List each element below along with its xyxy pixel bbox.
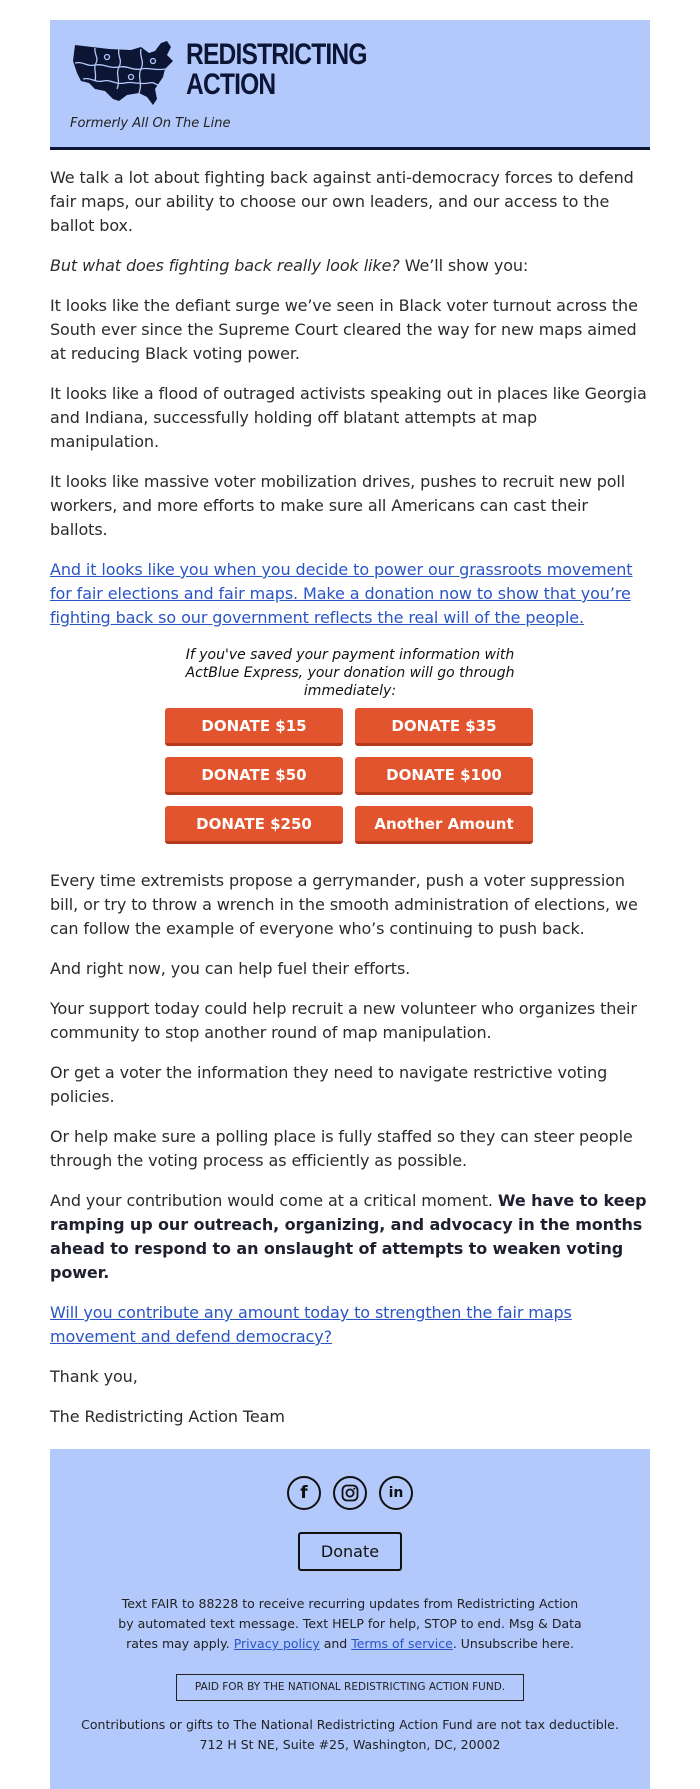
paid-for-box: PAID FOR BY THE NATIONAL REDISTRICTING ACTION FUND. — [176, 1674, 524, 1701]
header-banner — [50, 20, 650, 150]
donate-250-button[interactable]: DONATE $250 — [165, 806, 343, 844]
brand-line-2: ACTION — [186, 68, 276, 101]
footer-donate-button[interactable]: Donate — [298, 1532, 402, 1571]
paragraph-volunteer: Your support today could help recruit a new volunteer who organizes their community to stop another round of map manipulation. — [50, 999, 637, 1042]
tagline: Formerly All On The Line — [70, 116, 231, 131]
instagram-icon[interactable] — [333, 1476, 367, 1510]
donate-cta-link[interactable]: And it looks like you when you decide to power our grassroots movement for fair elections and fair maps. Make a donation now to show that you’re fighting back so our government reflects the real will of the people. — [50, 560, 633, 627]
paragraph-donate-link — [50, 558, 650, 630]
sms-disclosure: Text FAIR to 88228 to receive recurring updates from Redistricting Action by automated text message. Text HELP for help, STOP to end. Msg & Data rates may apply. Privacy policy and Terms of service. Unsubscribe here. — [118, 1596, 582, 1651]
thanks-text: Thank you, — [50, 1367, 138, 1386]
question-rest: We’ll show you: — [399, 256, 529, 275]
question-italic: But what does fighting back really look like? — [50, 256, 400, 275]
paragraph-mobilization: It looks like massive voter mobilization drives, pushes to recruit new poll workers, and more efforts to make sure all Americans can cast their ballots. — [50, 472, 626, 539]
privacy-policy-link[interactable]: Privacy policy — [233, 1636, 320, 1651]
email-container — [50, 20, 650, 1789]
paragraph-fuel: And right now, you can help fuel their efforts. — [50, 959, 411, 978]
terms-of-service-link[interactable]: Terms of service — [351, 1636, 453, 1651]
sms-text: Text FAIR to 88228 to receive recurring updates from Redistricting Action by automated text message. Text HELP for help, STOP to end. Msg & Data rates may apply. — [118, 1596, 582, 1651]
critical-bold: We have to keep ramping up our outreach, organizing, and advocacy in the months ahead to respond to an onslaught of attempts to weaken voting power. — [50, 1191, 647, 1282]
unsubscribe-text: . Unsubscribe here. — [452, 1636, 574, 1651]
footer — [50, 1449, 650, 1789]
donate-other-amount-button[interactable]: Another Amount — [355, 806, 533, 844]
paragraph-extremists: Every time extremists propose a gerrymander, push a voter suppression bill, or try to throw a wrench in the smooth administration of elections, we can follow the example of everyone who’s continuing to push back. — [50, 871, 638, 938]
donate-15-button[interactable]: DONATE $15 — [165, 708, 343, 746]
social-links — [50, 1476, 650, 1510]
paragraph-question — [50, 254, 650, 278]
donate-35-button[interactable]: DONATE $35 — [355, 708, 533, 746]
linkedin-icon[interactable]: in — [379, 1476, 413, 1510]
paragraph-polling-place: Or help make sure a polling place is fully staffed so they can steer people through the voting process as efficiently as possible. — [50, 1127, 633, 1170]
tax-disclaimer — [50, 1715, 650, 1755]
us-map-puzzle-icon — [69, 39, 177, 107]
donation-buttons — [165, 708, 535, 844]
brand-line-1: REDISTRICTING — [186, 38, 367, 71]
mailing-address: 712 H St NE, Suite #25, Washington, DC, 20002 — [199, 1737, 501, 1752]
paragraph-voter-turnout: It looks like the defiant surge we’ve seen in Black voter turnout across the South ever since the Supreme Court cleared the way for new maps aimed at reducing Black voting power. — [50, 296, 638, 363]
donate-50-button[interactable]: DONATE $50 — [165, 757, 343, 795]
contribute-cta-link[interactable]: Will you contribute any amount today to strengthen the fair maps movement and defend democracy? — [50, 1303, 572, 1346]
facebook-icon[interactable]: f — [287, 1476, 321, 1510]
paragraph-voter-info: Or get a voter the information they need to navigate restrictive voting policies. — [50, 1063, 608, 1106]
paragraph-activists: It looks like a flood of outraged activists speaking out in places like Georgia and Indiana, successfully holding off blatant attempts at map manipulation. — [50, 384, 647, 451]
paragraph-contribute-link — [50, 1301, 650, 1349]
brand-wordmark — [186, 40, 367, 100]
email-body — [50, 150, 650, 1429]
donate-100-button[interactable]: DONATE $100 — [355, 757, 533, 795]
critical-plain: And your contribution would come at a critical moment. — [50, 1191, 498, 1210]
paragraph-critical-moment — [50, 1189, 650, 1285]
instagram-glyph — [341, 1484, 359, 1502]
signature: The Redistricting Action Team — [50, 1407, 285, 1426]
disclaimer-text: Contributions or gifts to The National Redistricting Action Fund are not tax deductible. — [81, 1717, 619, 1732]
actblue-note: If you've saved your payment information with ActBlue Express, your donation will go through immediately: — [185, 647, 515, 699]
paragraph-intro: We talk a lot about fighting back against anti-democracy forces to defend fair maps, our ability to choose our own leaders, and our access to the ballot box. — [50, 168, 634, 235]
